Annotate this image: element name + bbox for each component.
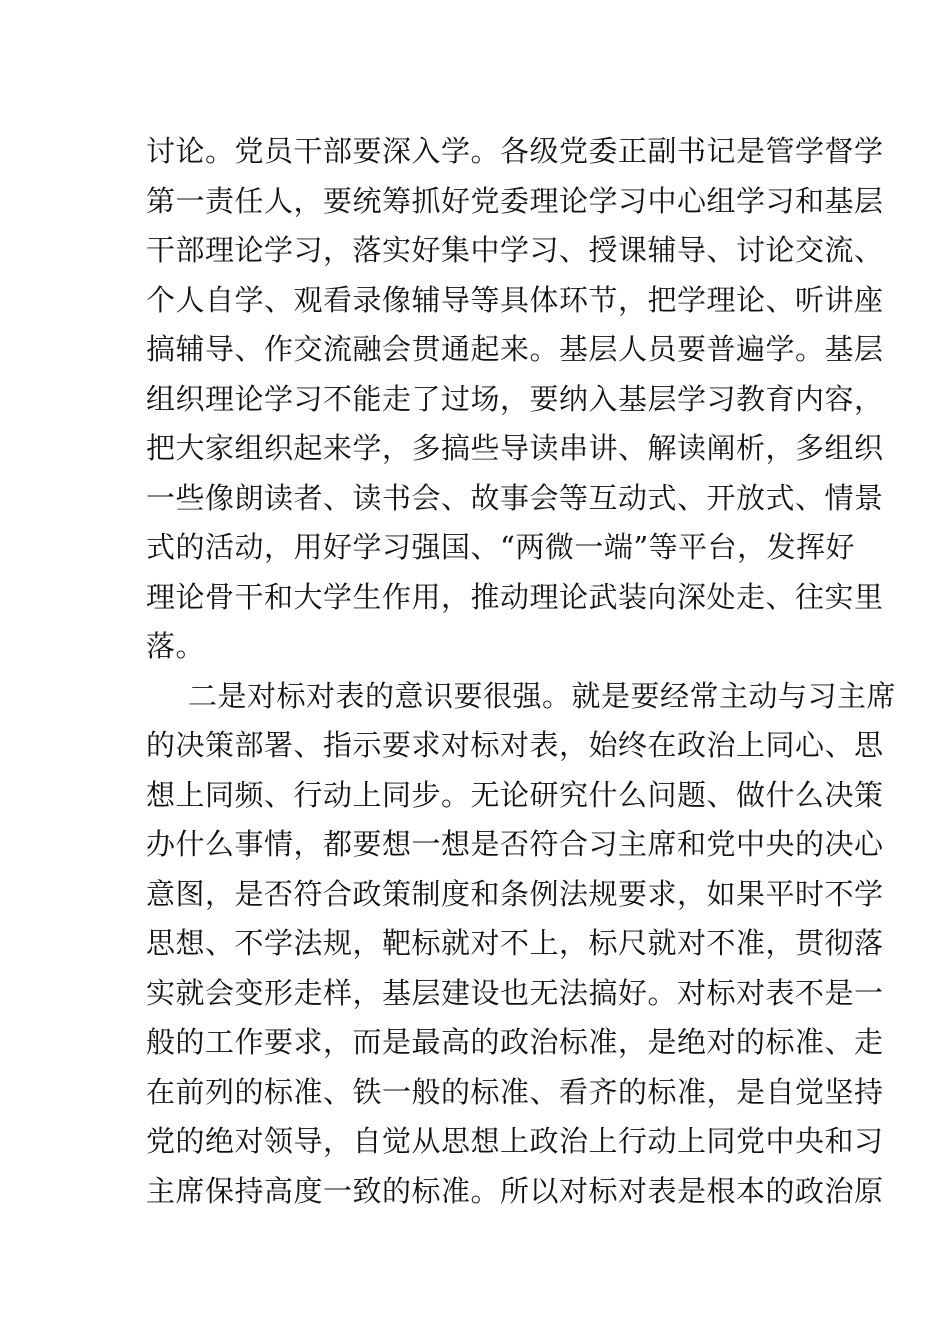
text-line: 讨论。党员干部要深入学。各级党委正副书记是管学督学 [146, 134, 884, 168]
text-line: 的决策部署、指示要求对标对表，始终在政治上同心、思 [146, 728, 884, 762]
text-line: 想上同频、行动上同步。无论研究什么问题、做什么决策 [146, 777, 884, 812]
text-line: 搞辅导、作交流融会贯通起来。基层人员要普遍学。基层 [146, 332, 884, 366]
text-line: 把大家组织起来学，多搞些导读串讲、解读阐析，多组织 [146, 431, 884, 465]
paragraph-start-line: 二是对标对表的意识要很强。就是要经常主动与习主席 [188, 678, 897, 713]
text-line: 实就会变形走样，基层建设也无法搞好。对标对表不是一 [146, 975, 884, 1010]
text-line: 式的活动，用好学习强国、“两微一端”等平台，发挥好 [146, 530, 856, 564]
text-line: 党的绝对领导，自觉从思想上政治上行动上同党中央和习 [146, 1124, 884, 1158]
text-line: 组织理论学习不能走了过场，要纳入基层学习教育内容， [146, 381, 884, 416]
text-line: 一些像朗读者、读书会、故事会等互动式、开放式、情景 [146, 480, 884, 515]
text-line: 意图，是否符合政策制度和条例法规要求，如果平时不学 [146, 876, 884, 911]
text-line: 理论骨干和大学生作用，推动理论武装向深处走、往实里 [146, 579, 884, 614]
text-line: 干部理论学习，落实好集中学习、授课辅导、讨论交流、 [146, 233, 884, 267]
body-text [146, 127, 897, 1216]
text-line: 第一责任人，要统筹抓好党委理论学习中心组学习和基层 [146, 183, 884, 218]
text-line: 落。 [146, 629, 206, 663]
text-line: 思想、不学法规，靶标就对不上，标尺就对不准，贯彻落 [146, 926, 884, 960]
text-line: 办什么事情，都要想一想是否符合习主席和党中央的决心 [146, 827, 884, 861]
text-line: 主席保持高度一致的标准。所以对标对表是根本的政治原 [146, 1173, 884, 1208]
text-line: 在前列的标准、铁一般的标准、看齐的标准，是自觉坚持 [146, 1074, 884, 1109]
text-line: 般的工作要求，而是最高的政治标准，是绝对的标准、走 [146, 1025, 884, 1059]
text-line: 个人自学、观看录像辅导等具体环节，把学理论、听讲座 [146, 282, 884, 317]
